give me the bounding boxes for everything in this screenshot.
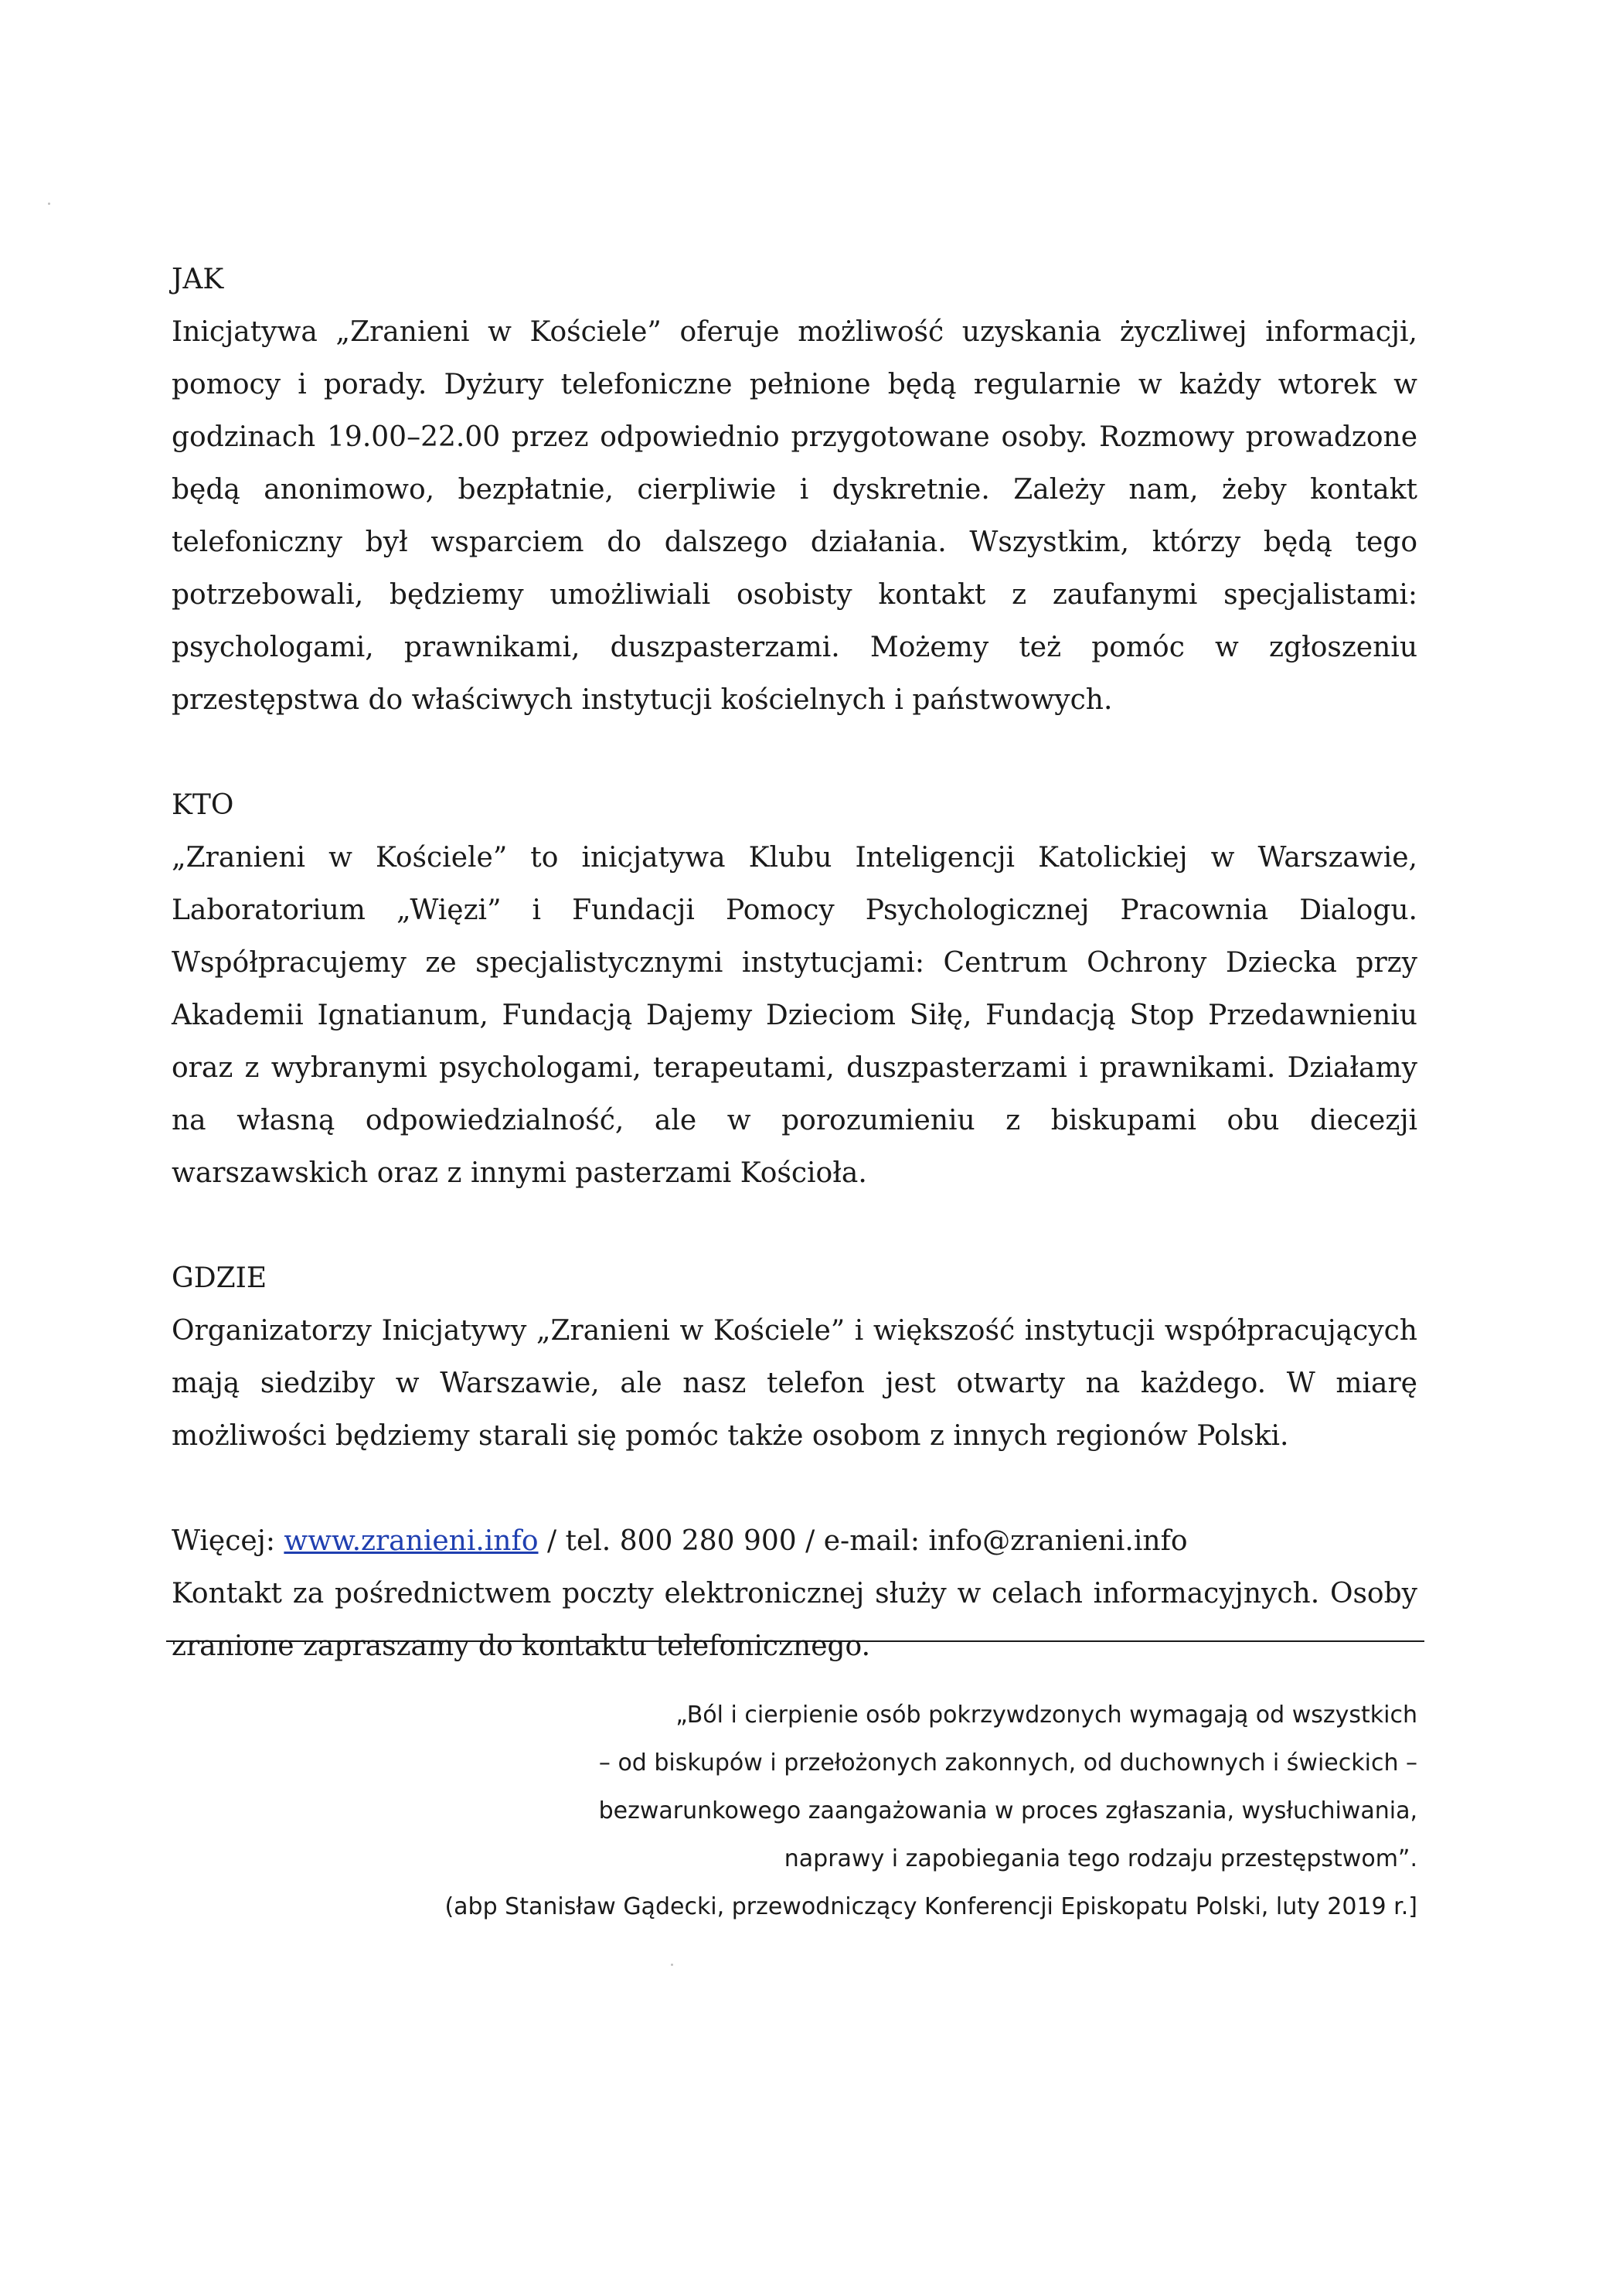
section-gdzie (172, 1252, 1417, 1463)
section-heading: KTO (172, 789, 234, 821)
section-heading: GDZIE (172, 1262, 267, 1294)
divider-line (166, 1640, 1424, 1642)
scan-speck (671, 1964, 673, 1966)
quote-block (335, 1691, 1417, 1931)
contact-line (172, 1515, 1417, 1568)
section-text: Inicjatywa „Zranieni w Kościele” oferuje możliwość uzyskania życzliwej informacji, pomocy i porady. Dyżury telefoniczne pełnione będą regularnie w każdy wtorek w godzinach 19.00–22.00 przez odpowiednio przygotowane osoby. Rozmowy prowadzone będą anonimowo, bezpłatnie, cierpliwie i dyskretnie. Zależy nam, żeby kontakt telefoniczny był wsparciem do dalszego działania. Wszystkim, którzy będą tego potrzebowali, będziemy umożliwiali osobisty kontakt z zaufanymi specjalistami: psychologami, prawnikami, duszpasterzami. Możemy też pomóc w zgłoszeniu przestępstwa do właściwych instytucji kościelnych i państwowych. (172, 316, 1417, 716)
scan-speck (48, 203, 50, 205)
quote-line: bezwarunkowego zaangażowania w proces zgłaszania, wysłuchiwania, (598, 1797, 1417, 1824)
contact-note: Kontakt za pośrednictwem poczty elektronicznej służy w celach informacyjnych. Osoby zranione zapraszamy do kontaktu telefonicznego. (172, 1578, 1417, 1662)
quote-line: – od biskupów i przełożonych zakonnych, od duchownych i świeckich – (598, 1749, 1417, 1777)
phone-email-text: / tel. 800 280 900 / e-mail: info@zranieni.info (538, 1525, 1188, 1557)
website-link[interactable]: www.zranieni.info (284, 1525, 539, 1557)
section-kto (172, 779, 1417, 1200)
quote-line: „Ból i cierpienie osób pokrzywdzonych wymagają od wszystkich (675, 1702, 1417, 1729)
contact-section (172, 1515, 1417, 1673)
section-text: Organizatorzy Inicjatywy „Zranieni w Kościele” i większość instytucji współpracujących mają siedziby w Warszawie, ale nasz telefon jest otwarty na każdego. W miarę możliwości będziemy starali się pomóc także osobom z innych regionów Polski. (172, 1315, 1417, 1452)
quote-attribution: (abp Stanisław Gądecki, przewodniczący Konferencji Episkopatu Polski, luty 2019 r.] (444, 1893, 1417, 1920)
section-heading: JAK (172, 264, 224, 295)
section-text: „Zranieni w Kościele” to inicjatywa Klubu Inteligencji Katolickiej w Warszawie, Laboratorium „Więzi” i Fundacji Pomocy Psychologicznej Pracownia Dialogu. Współpracujemy ze specjalistycznymi instytucjami: Centrum Ochrony Dziecka przy Akademii Ignatianum, Fundacją Dajemy Dzieciom Siłę, Fundacją Stop Przedawnieniu oraz z wybranymi psychologami, terapeutami, duszpasterzami i prawnikami. Działamy na własną odpowiedzialność, ale w porozumieniu z biskupami obu diecezji warszawskich oraz z innymi pasterzami Kościoła. (172, 842, 1417, 1189)
document-body (172, 254, 1417, 1712)
more-label: Więcej: (172, 1525, 284, 1557)
quote-line: naprawy i zapobiegania tego rodzaju przestępstwom”. (784, 1845, 1417, 1872)
section-jak (172, 254, 1417, 727)
